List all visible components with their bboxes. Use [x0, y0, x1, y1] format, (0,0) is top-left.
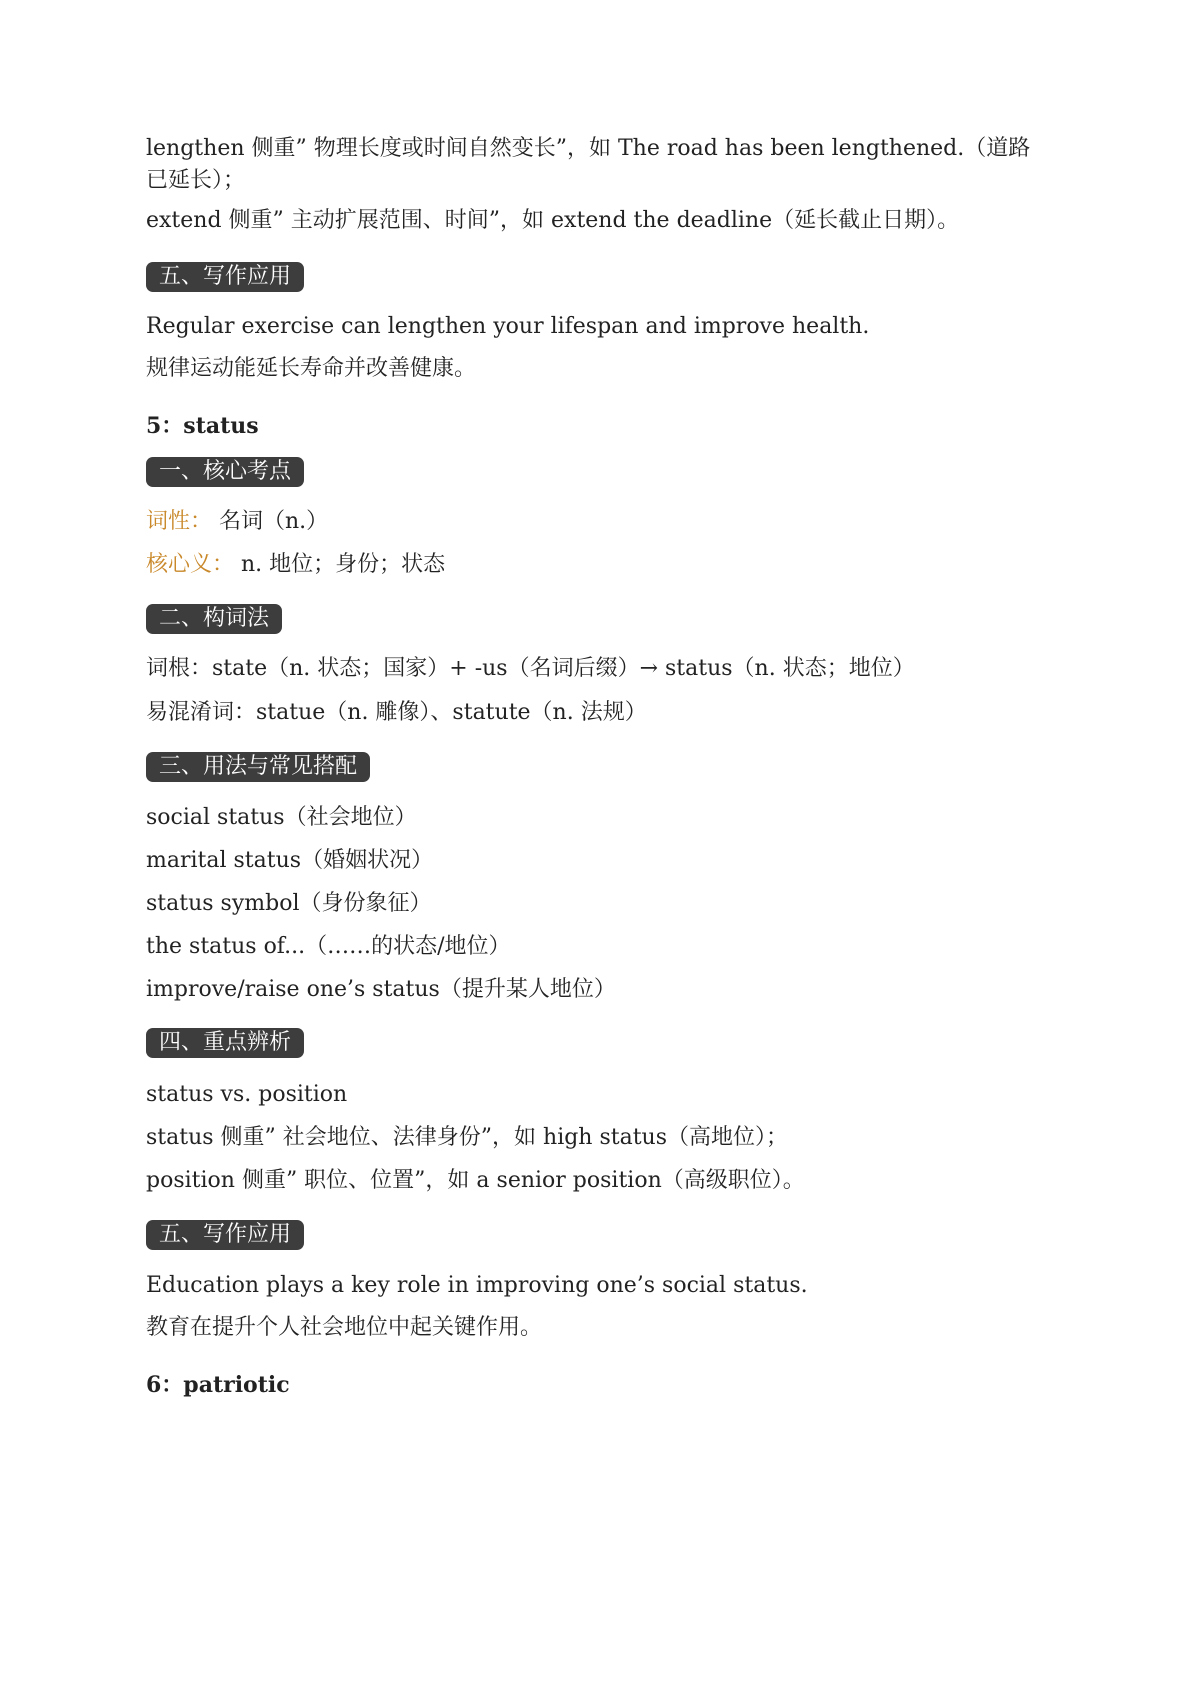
core-meaning-label: 核心义：	[146, 552, 235, 577]
comparison-line-status: status 侧重” 社会地位、法律身份”，如 high status（高地位）；	[146, 1125, 789, 1150]
collocation-item: marital status（婚姻状况）	[146, 848, 434, 873]
word-heading-patriotic: 6：patriotic	[146, 1372, 290, 1398]
part-of-speech-line	[146, 506, 328, 538]
section-badge-comparison: 四、重点辨析	[146, 1028, 304, 1058]
word-heading-status: 5：status	[146, 413, 259, 439]
section-badge-writing: 五、写作应用	[146, 262, 304, 292]
prev-example-en: Regular exercise can lengthen your lifespan and improve health.	[146, 314, 870, 339]
example-sentence-en: Education plays a key role in improving one’s social status.	[146, 1273, 808, 1298]
comparison-line-position: position 侧重” 职位、位置”，如 a senior position（高级职位）。	[146, 1168, 805, 1193]
collocation-item: improve/raise one’s status（提升某人地位）	[146, 977, 616, 1002]
confusables-line: 易混淆词：statue（n. 雕像）、statute（n. 法规）	[146, 700, 647, 725]
core-meaning-line	[146, 549, 445, 581]
part-of-speech-value: 名词（n.）	[219, 509, 329, 534]
part-of-speech-label: 词性：	[146, 509, 213, 534]
collocation-item: status symbol（身份象征）	[146, 891, 432, 916]
example-sentence-zh: 教育在提升个人社会地位中起关键作用。	[146, 1315, 543, 1340]
comparison-title: status vs. position	[146, 1082, 348, 1107]
prev-compare-line-extend: extend 侧重” 主动扩展范围、时间”，如 extend the deadline（延长截止日期）。	[146, 208, 960, 233]
core-meaning-value: n. 地位；身份；状态	[241, 552, 446, 577]
section-badge-core: 一、核心考点	[146, 457, 304, 487]
collocation-item: the status of...（……的状态/地位）	[146, 934, 511, 959]
section-badge-writing: 五、写作应用	[146, 1220, 304, 1250]
word-root-line: 词根：state（n. 状态；国家）+ -us（名词后缀）→ status（n. 状态；地位）	[146, 656, 915, 681]
collocation-item: social status（社会地位）	[146, 805, 417, 830]
section-badge-word-formation: 二、构词法	[146, 604, 282, 634]
section-badge-usage: 三、用法与常见搭配	[146, 752, 370, 782]
prev-example-zh: 规律运动能延长寿命并改善健康。	[146, 356, 477, 381]
prev-compare-line-lengthen: lengthen 侧重” 物理长度或时间自然变长”，如 The road has been lengthened.（道路已延长）；	[146, 136, 1031, 193]
